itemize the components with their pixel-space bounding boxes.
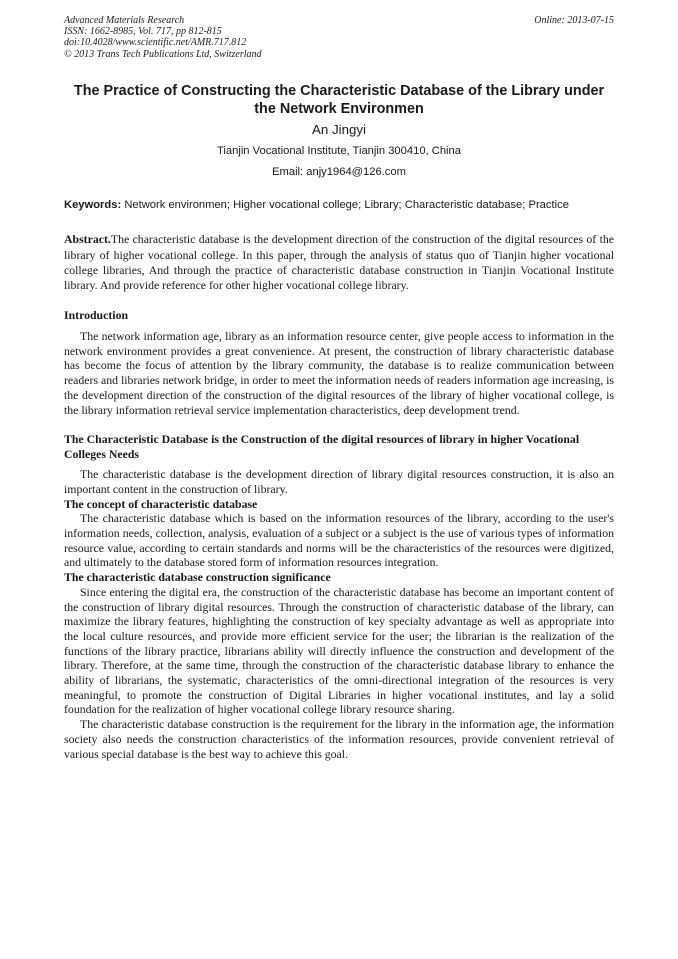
doi-line: doi:10.4028/www.scientific.net/AMR.717.812 — [64, 37, 247, 49]
journal-name: Advanced Materials Research — [64, 15, 185, 26]
abstract — [64, 232, 614, 293]
journal-header — [64, 15, 614, 60]
author-name: An Jingyi — [312, 121, 366, 137]
author-email: Email: anjy1964@126.com — [272, 165, 406, 178]
keywords-text: Network environmen; Higher vocational college; Library; Characteristic database; Practice — [124, 198, 569, 211]
construction-heading: The Characteristic Database is the Construction of the digital resources of library in higher Vocational Colleges Needs — [64, 432, 580, 461]
keywords — [64, 198, 614, 213]
requirement-paragraph: The characteristic database construction is the requirement for the library in the information age, the information society also needs the construction characteristics of the information resources, provide convenient retrieval of various special database is the best way to achieve this goal. — [64, 717, 614, 761]
issn-line: ISSN: 1662-8985, Vol. 717, pp 812-815 — [64, 26, 222, 38]
significance-paragraph: Since entering the digital era, the construction of the characteristic database has become an important content of the construction of library digital resources. Through the construction of characteristic database of the library, can maximize the library features, highlighting the construction of key specialty advantage as well as appropriate into the local culture resources, and provide more efficient service for the user; the librarian is the realization of the functions of the library practice, librarians ability will directly influence the construction and development of the library. Therefore, at the same time, through the construction of the characteristic database library to enhance the ability of librarians, the systematic, characteristics of the omni-directional integration of the resources is very meaningful, to promote the construction of Digital Libraries in higher vocational institutes, and lay a solid foundation for the realization of higher vocational college library resource sharing. — [64, 584, 614, 717]
affiliation: Tianjin Vocational Institute, Tianjin 300410, China — [216, 144, 461, 157]
introduction-heading: Introduction — [64, 307, 129, 322]
concept-heading: The concept of characteristic database — [64, 496, 258, 511]
keywords-label: Keywords: — [64, 198, 122, 211]
copyright-line: © 2013 Trans Tech Publications Ltd, Switzerland — [64, 48, 262, 60]
concept-paragraph: The characteristic database which is based on the information resources of the library, according to the user's information needs, collection, analysis, evaluation of a subject or a subject is the use of various types of information resource value, according to certain standards and norms will be the characteristics of the resources were digitized, and ultimately to the database stored form of information resources integration. — [64, 511, 614, 570]
paper-title: The Practice of Constructing the Characteristic Database of the Library under the Network Environmen — [73, 82, 605, 117]
construction-paragraph: The characteristic database is the development direction of library digital resources construction, it is also an important content in the construction of library. — [64, 467, 614, 496]
abstract-label: Abstract. — [64, 232, 111, 247]
introduction-paragraph: The network information age, library as an information resource center, give people access to information in the network environment provides a great convenience. At present, the construction of library characteristic database has become the focus of attention by the library community, the database is to realize communication between readers and libraries network bridge, in order to meet the information needs of readers information age increasing, is the development direction of the construction of the digital resources of the library of higher vocational college, is the library information retrieval service implementation characteristics, deep development trend. — [64, 329, 614, 417]
abstract-text: The characteristic database is the development direction of the construction of the digital resources of the library of higher vocational college. In this paper, through the analysis of status quo of Tianjin higher vocational college libraries, And through the practice of characteristic database construction in Tianjin Vocational Institute library. And provide reference for other higher vocational college library. — [64, 232, 614, 293]
online-date: Online: 2013-07-15 — [534, 15, 614, 26]
significance-heading: The characteristic database construction significance — [64, 570, 331, 585]
